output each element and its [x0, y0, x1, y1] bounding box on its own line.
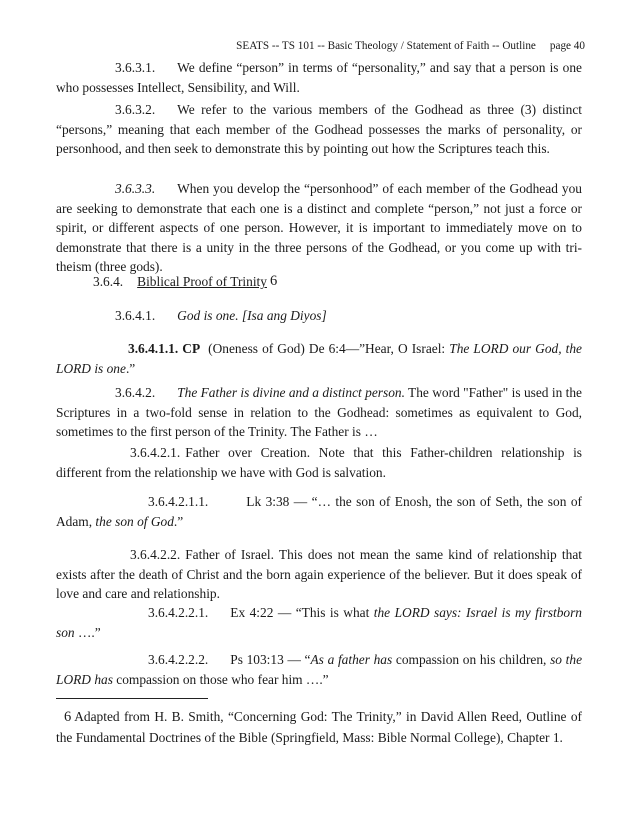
paragraph-text: God is one. [Isa ang Diyos]	[177, 308, 327, 323]
section-number: 3.6.4.1.	[115, 308, 156, 323]
section-number: 3.6.3.3.	[115, 181, 156, 196]
section-number: 3.6.4.2.	[115, 385, 156, 400]
paragraph-text: Ex 4:22 — “This is what	[230, 605, 374, 620]
paragraph-text-end: .”	[173, 513, 184, 529]
paragraph-3-6-4-2-2-2	[56, 650, 582, 689]
section-number: 3.6.4.	[93, 274, 124, 289]
scripture-quote-2: so the LORD has	[56, 652, 583, 687]
paragraph-text: Father over Creation. Note that this Father-children relationship is different from the relationship we have with God is salvation.	[56, 445, 582, 480]
paragraph-3-6-4-2-1	[56, 443, 582, 482]
scripture-quote: the LORD says: Israel is my firstborn son	[56, 605, 582, 640]
paragraph-3-6-4-2-1-1	[56, 492, 582, 531]
paragraph-text: When you develop the “personhood” of each member of the Godhead you are seeking to demonstrate that each one is a distinct and complete “person,” not just a force or spirit, or different aspects of one person. However, it is important to immediately move on to demonstrate that there is a unity in the three persons of the Godhead, or you come up with tri-theism (three gods).	[56, 181, 582, 274]
section-label: 3.6.4.1.1. CP	[128, 341, 201, 356]
section-number: 3.6.3.1.	[115, 60, 156, 75]
paragraph-text: We refer to the various members of the Godhead as three (3) distinct “persons,” meaning that each member of the Godhead possesses the marks of personality, or personhood, and then seek to demonstrate this by pointing out how the Scriptures teach this.	[56, 102, 582, 156]
paragraph-text: We define “person” in terms of “personality,” and say that a person is one who possesses Intellect, Sensibility, and Will.	[56, 60, 582, 95]
scripture-quote: the son of God	[95, 513, 174, 529]
paragraph-text-mid: compassion on his children,	[392, 652, 551, 667]
heading-3-6-4	[56, 272, 582, 292]
section-number: 3.6.4.2.1.	[130, 445, 181, 460]
footnote-divider	[56, 698, 208, 699]
paragraph-text: Father of Israel. This does not mean the same kind of relationship that exists after the death of Christ and the born again experience of the believer. But it does speak of love and care and relationship.	[56, 547, 582, 601]
paragraph-3-6-3-3	[56, 179, 582, 277]
section-number: 3.6.4.2.2.2.	[148, 652, 209, 667]
scripture-quote: As a father has	[310, 652, 393, 667]
paragraph-text-end: .”	[125, 360, 136, 376]
page-number: page 40	[549, 40, 585, 52]
paragraph-text: Ps 103:13 — “	[230, 652, 311, 667]
section-title: The Father is divine and a distinct person.	[177, 385, 405, 400]
running-header	[236, 40, 585, 52]
paragraph-3-6-4-1	[56, 306, 582, 326]
section-title: Biblical Proof of Trinity	[137, 274, 267, 289]
paragraph-text: The word "Father" is used in the Scriptures in a two-fold sense in relation to the Godhead: sometimes as equivalent to God, sometimes to the first person of the Trinity. The Father is …	[56, 385, 582, 439]
section-number: 3.6.4.2.2.1.	[148, 605, 209, 620]
scripture-quote: The LORD our God, the LORD is one	[56, 341, 582, 376]
paragraph-text: (Oneness of God) De 6:4—”Hear, O Israel:	[208, 341, 450, 356]
footnote-number: 6	[64, 709, 72, 725]
footnote	[56, 707, 582, 747]
paragraph-3-6-3-2	[56, 100, 582, 159]
paragraph-3-6-3-1	[56, 58, 582, 97]
header-title: SEATS -- TS 101 -- Basic Theology / Statement of Faith -- Outline	[236, 40, 536, 52]
paragraph-3-6-4-2-2	[56, 545, 582, 604]
footnote-text: Adapted from H. B. Smith, “Concerning God: The Trinity,” in David Allen Reed, Outline of the Fundamental Doctrines of the Bible (Springfield, Mass: Bible Normal College), Chapter 1.	[56, 709, 582, 745]
section-number: 3.6.4.2.1.1.	[148, 494, 209, 509]
footnote-reference: 6	[269, 273, 278, 289]
section-number: 3.6.4.2.2.	[130, 547, 181, 562]
paragraph-3-6-4-1-1	[56, 339, 582, 378]
section-number: 3.6.3.2.	[115, 102, 156, 117]
paragraph-text-end: compassion on those who fear him ….”	[112, 671, 329, 687]
paragraph-text-end: ….”	[74, 624, 101, 640]
paragraph-3-6-4-2-2-1	[56, 603, 582, 642]
paragraph-3-6-4-2	[56, 383, 582, 442]
paragraph-text: Lk 3:38 — “… the son of Enosh, the son of Seth, the son of Adam,	[56, 494, 582, 529]
